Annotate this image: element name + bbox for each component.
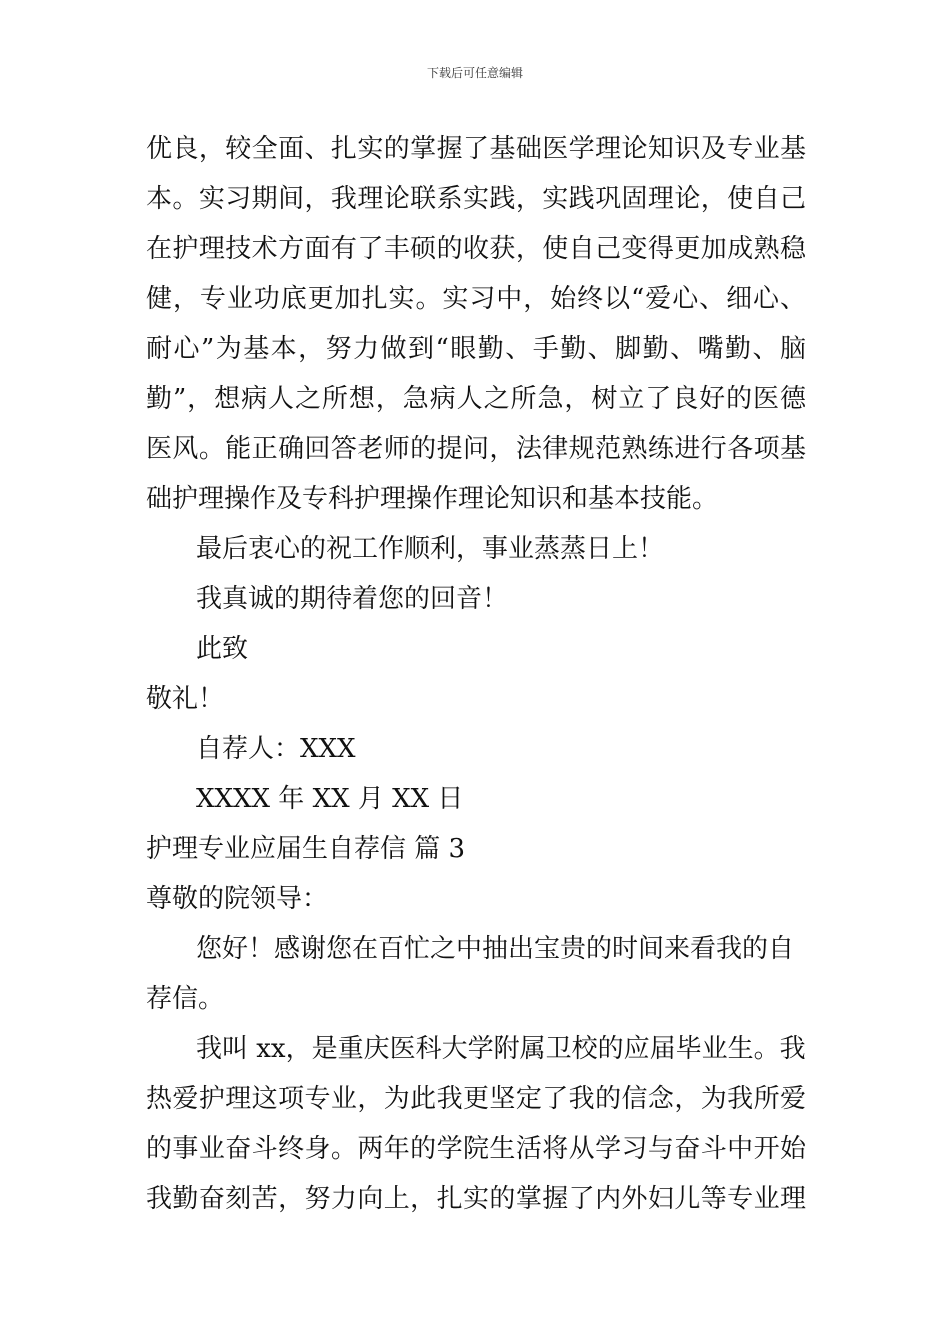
signature-name: 自荐人：XXX — [196, 734, 356, 764]
paragraph-line: 优良，较全面、扎实的掌握了基础医学理论知识及专业基 — [146, 134, 806, 164]
paragraph-line: 医风。能正确回答老师的提问，法律规范熟练进行各项基 — [146, 434, 806, 464]
paragraph-line: 的事业奋斗终身。两年的学院生活将从学习与奋斗中开始 — [146, 1134, 806, 1164]
paragraph-line: 耐心”为基本，努力做到“眼勤、手勤、脚勤、嘴勤、脑 — [146, 334, 806, 364]
paragraph-line: 本。实习期间，我理论联系实践，实践巩固理论，使自己 — [146, 184, 806, 214]
letter-greeting: 尊敬的院领导： — [146, 884, 329, 914]
signature-date: XXXX 年 XX 月 XX 日 — [196, 784, 464, 814]
salutation-cizhi: 此致 — [196, 634, 249, 664]
paragraph-line: 热爱护理这项专业，为此我更坚定了我的信念，为我所爱 — [146, 1084, 806, 1114]
paragraph-line: 健，专业功底更加扎实。实习中，始终以“爱心、细心、 — [146, 284, 806, 314]
paragraph-line: 我勤奋刻苦，努力向上，扎实的掌握了内外妇儿等专业理 — [146, 1184, 806, 1214]
paragraph-line: 在护理技术方面有了丰硕的收获，使自己变得更加成熟稳 — [146, 234, 806, 264]
closing-wish: 最后衷心的祝工作顺利，事业蒸蒸日上！ — [196, 534, 665, 564]
section-title: 护理专业应届生自荐信 篇 3 — [146, 834, 466, 864]
paragraph-line: 勤”，想病人之所想，急病人之所急，树立了良好的医德 — [146, 384, 806, 414]
paragraph-line: 我叫 xx，是重庆医科大学附属卫校的应届毕业生。我 — [196, 1034, 806, 1064]
paragraph-line: 荐信。 — [146, 984, 225, 1014]
closing-expectation: 我真诚的期待着您的回音！ — [196, 584, 509, 614]
paragraph-line: 您好！感谢您在百忙之中抽出宝贵的时间来看我的自 — [196, 934, 795, 964]
salutation-jingli: 敬礼！ — [146, 684, 225, 714]
header-note: 下载后可任意编辑 — [426, 66, 523, 80]
paragraph-line: 础护理操作及专科护理操作理论知识和基本技能。 — [146, 484, 719, 514]
